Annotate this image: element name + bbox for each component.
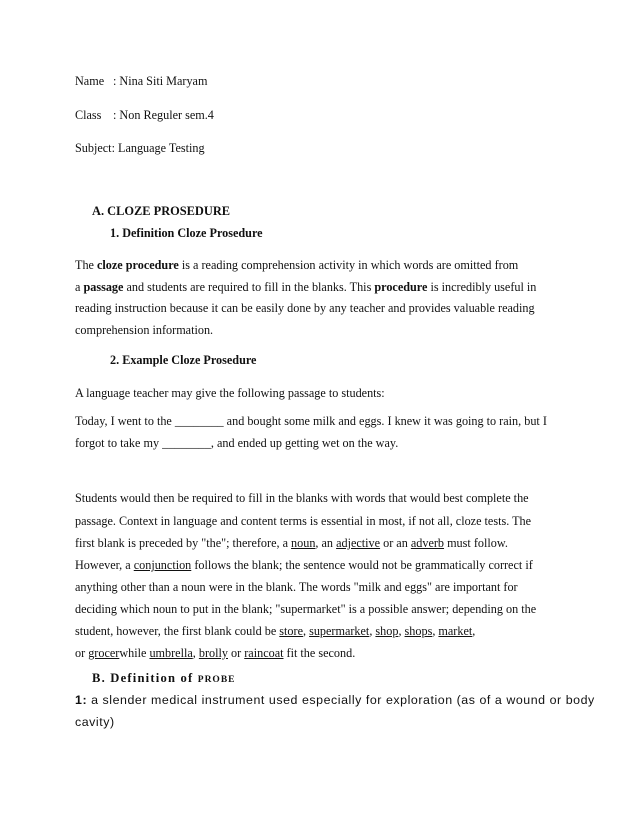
underlined-term: market xyxy=(438,624,473,638)
explanation-line-1: Students would then be required to fill in the blanks with words that would best complete the xyxy=(75,491,529,505)
section-b-heading xyxy=(92,671,236,687)
probe-definition-line-1 xyxy=(75,693,595,707)
subject-value: : Language Testing xyxy=(111,141,205,155)
definition-line-3: reading instruction because it can be easily done by any teacher and provides valuable reading xyxy=(75,301,535,315)
subject-label: Subject xyxy=(75,141,112,155)
text-run: is incredibly useful in xyxy=(427,280,537,294)
text-run: , xyxy=(192,646,199,660)
explanation-line-6: deciding which noun to put in the blank; "supermarket" is a possible answer; depending on the xyxy=(75,602,537,616)
definition-line-1 xyxy=(75,258,518,272)
text-run: must follow. xyxy=(444,536,508,550)
small-caps-term: PROBE xyxy=(197,675,236,685)
class-label: Class xyxy=(75,108,102,122)
explanation-line-4 xyxy=(75,558,533,572)
underlined-term: noun xyxy=(291,536,316,550)
bold-term: passage xyxy=(83,280,124,294)
text-run: , an xyxy=(315,536,337,550)
probe-definition-line-2: cavity) xyxy=(75,715,115,729)
underlined-term: supermarket xyxy=(309,624,370,638)
text-run: The xyxy=(75,258,97,272)
subject-line xyxy=(75,141,205,155)
example-heading: 2. Example Cloze Prosedure xyxy=(110,353,257,367)
explanation-line-2: passage. Context in language and content terms is essential in most, if not all, cloze tests. The xyxy=(75,514,532,528)
underlined-term: store xyxy=(279,624,303,638)
text-run: , xyxy=(398,624,405,638)
text-run: or an xyxy=(380,536,411,550)
name-line xyxy=(75,74,207,88)
text-run: , xyxy=(369,624,376,638)
text-run: first blank is preceded by "the"; therefore, a xyxy=(75,536,292,550)
definition-line-2 xyxy=(75,280,536,294)
name-value: : Nina Siti Maryam xyxy=(113,74,208,88)
explanation-line-8 xyxy=(75,646,355,660)
text-run: a xyxy=(75,280,84,294)
class-value: : Non Reguler sem.4 xyxy=(113,108,214,122)
underlined-term: shops xyxy=(404,624,433,638)
underlined-term: conjunction xyxy=(133,558,192,572)
text-run: is a reading comprehension activity in which words are omitted from xyxy=(178,258,519,272)
text-run: , xyxy=(302,624,310,638)
bold-term: cloze procedure xyxy=(97,258,179,272)
underlined-term: grocer xyxy=(88,646,120,660)
text-run: However, a xyxy=(75,558,134,572)
text-run: or xyxy=(75,646,89,660)
text-run: or xyxy=(228,646,245,660)
text-run: while xyxy=(119,646,150,660)
text-run: student, however, the first blank could be xyxy=(75,624,280,638)
text-run: follows the blank; the sentence would not be grammatically correct if xyxy=(191,558,533,572)
text-run: a slender medical instrument used especially for exploration (as of a wound or body xyxy=(87,693,595,707)
text-run: , xyxy=(472,624,476,638)
section-a-heading: A. CLOZE PROSEDURE xyxy=(92,204,231,218)
underlined-term: adjective xyxy=(336,536,381,550)
explanation-line-3 xyxy=(75,536,508,550)
definition-number: 1: xyxy=(75,693,88,707)
text-run: , xyxy=(432,624,439,638)
underlined-term: brolly xyxy=(198,646,228,660)
explanation-line-7 xyxy=(75,624,475,638)
definition-line-4: comprehension information. xyxy=(75,323,214,337)
example-passage-line-2: forgot to take my ________, and ended up getting wet on the way. xyxy=(75,436,399,450)
underlined-term: raincoat xyxy=(244,646,284,660)
explanation-line-5: anything other than a noun were in the blank. The words "milk and eggs" are important for xyxy=(75,580,518,594)
definition-heading: 1. Definition Cloze Prosedure xyxy=(110,226,263,240)
example-intro: A language teacher may give the following passage to students: xyxy=(75,386,385,400)
example-passage-line-1: Today, I went to the ________ and bought some milk and eggs. I knew it was going to rain, but I xyxy=(75,414,547,428)
name-label: Name xyxy=(75,74,105,88)
underlined-term: adverb xyxy=(410,536,445,550)
bold-term: procedure xyxy=(374,280,428,294)
text-run: and students are required to fill in the blanks. This xyxy=(123,280,375,294)
text-run: B. Definition of xyxy=(92,671,198,685)
underlined-term: shop xyxy=(375,624,399,638)
text-run: fit the second. xyxy=(283,646,356,660)
underlined-term: umbrella xyxy=(149,646,193,660)
class-line xyxy=(75,108,214,122)
